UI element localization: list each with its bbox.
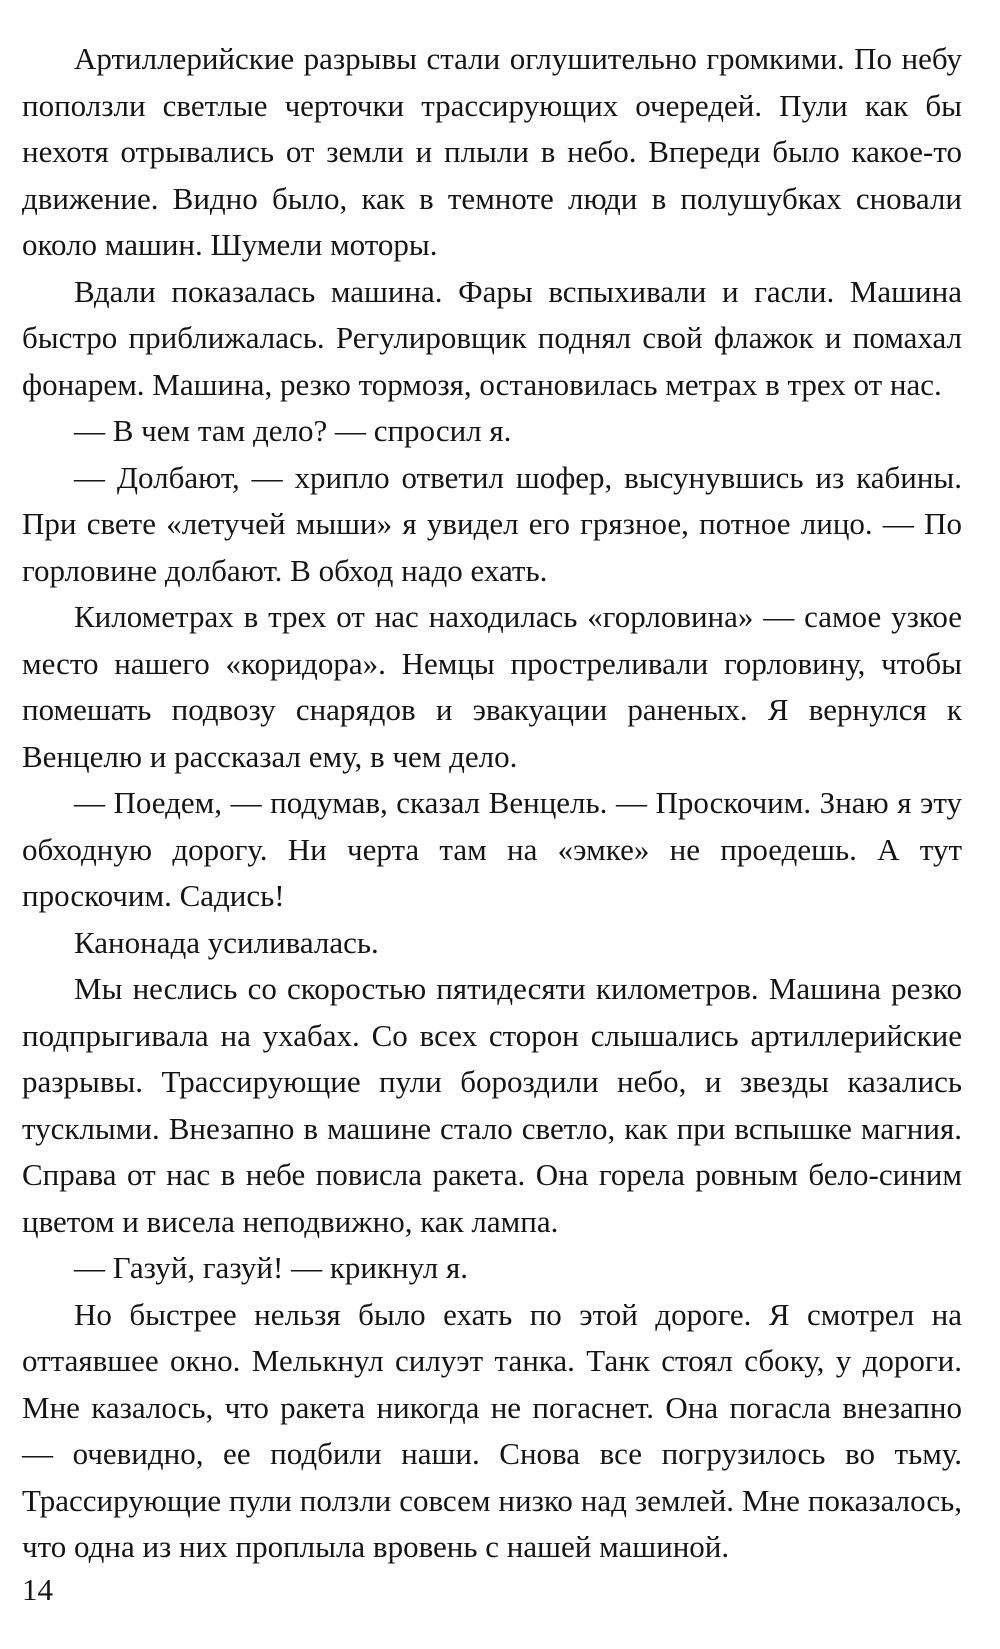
paragraph: — Газуй, газуй! — крикнул я.	[74, 1250, 468, 1285]
paragraph: — В чем там дело? — спросил я.	[74, 413, 512, 448]
paragraph: Канонада усиливалась.	[74, 924, 379, 960]
paragraph: Но быстрее нельзя было ехать по этой дороге. Я смотрел на оттаявшее окно. Мелькнул силуэт танка. Танк стоял сбоку, у дороги. Мне казалось, что ракета никогда не погаснет. Она погасла внезапно — очевидно, ее подбили наши. Снова все погрузилось во тьму. Трассирующие пули ползли совсем низко над землей. Мне показалось, что одна из них проплыла вровень с нашей машиной.	[22, 1296, 962, 1564]
paragraph: Километрах в трех от нас находилась «горловина» — самое узкое место нашего «коридора». Немцы простреливали горловину, чтобы помешать подвозу снарядов и эвакуации раненых. Я вернулся к Венцелю и рассказал ему, в чем дело.	[22, 599, 962, 774]
paragraph: — Долбают, — хрипло ответил шофер, высунувшись из кабины. При свете «летучей мыши» я увидел его грязное, потное лицо. — По горловине долбают. В обход надо ехать.	[22, 459, 962, 588]
paragraph: Мы неслись со скоростью пятидесяти километров. Машина резко подпрыгивала на ухабах. Со всех сторон слышались артиллерийские разрывы. Трассирующие пули бороздили небо, и звезды казались тусклыми. Внезапно в машине стало светло, как при вспышке магния. Справа от нас в небе повисла ракета. Она горела ровным бело-синим цветом и висела неподвижно, как лампа.	[22, 971, 962, 1239]
page-number: 14	[22, 1572, 53, 1607]
body-text	[22, 36, 962, 1571]
paragraph: Вдали показалась машина. Фары вспыхивали и гасли. Машина быстро приближалась. Регулировщик поднял свой флажок и помахал фонарем. Машина, резко тормозя, остановилась метрах в трех от нас.	[22, 273, 962, 402]
paragraph: Артиллерийские разрывы стали оглушительно громкими. По небу поползли светлые черточки трассирующих очередей. Пули как бы нехотя отрывались от земли и плыли в небо. Впереди было какое-то движение. Видно было, как в темноте люди в полушубках сновали около машин. Шумели моторы.	[22, 41, 962, 262]
paragraph: — Поедем, — подумав, сказал Венцель. — Проскочим. Знаю я эту обходную дорогу. Ни черта там на «эмке» не проедешь. А тут проскочим. Садись!	[22, 785, 962, 913]
